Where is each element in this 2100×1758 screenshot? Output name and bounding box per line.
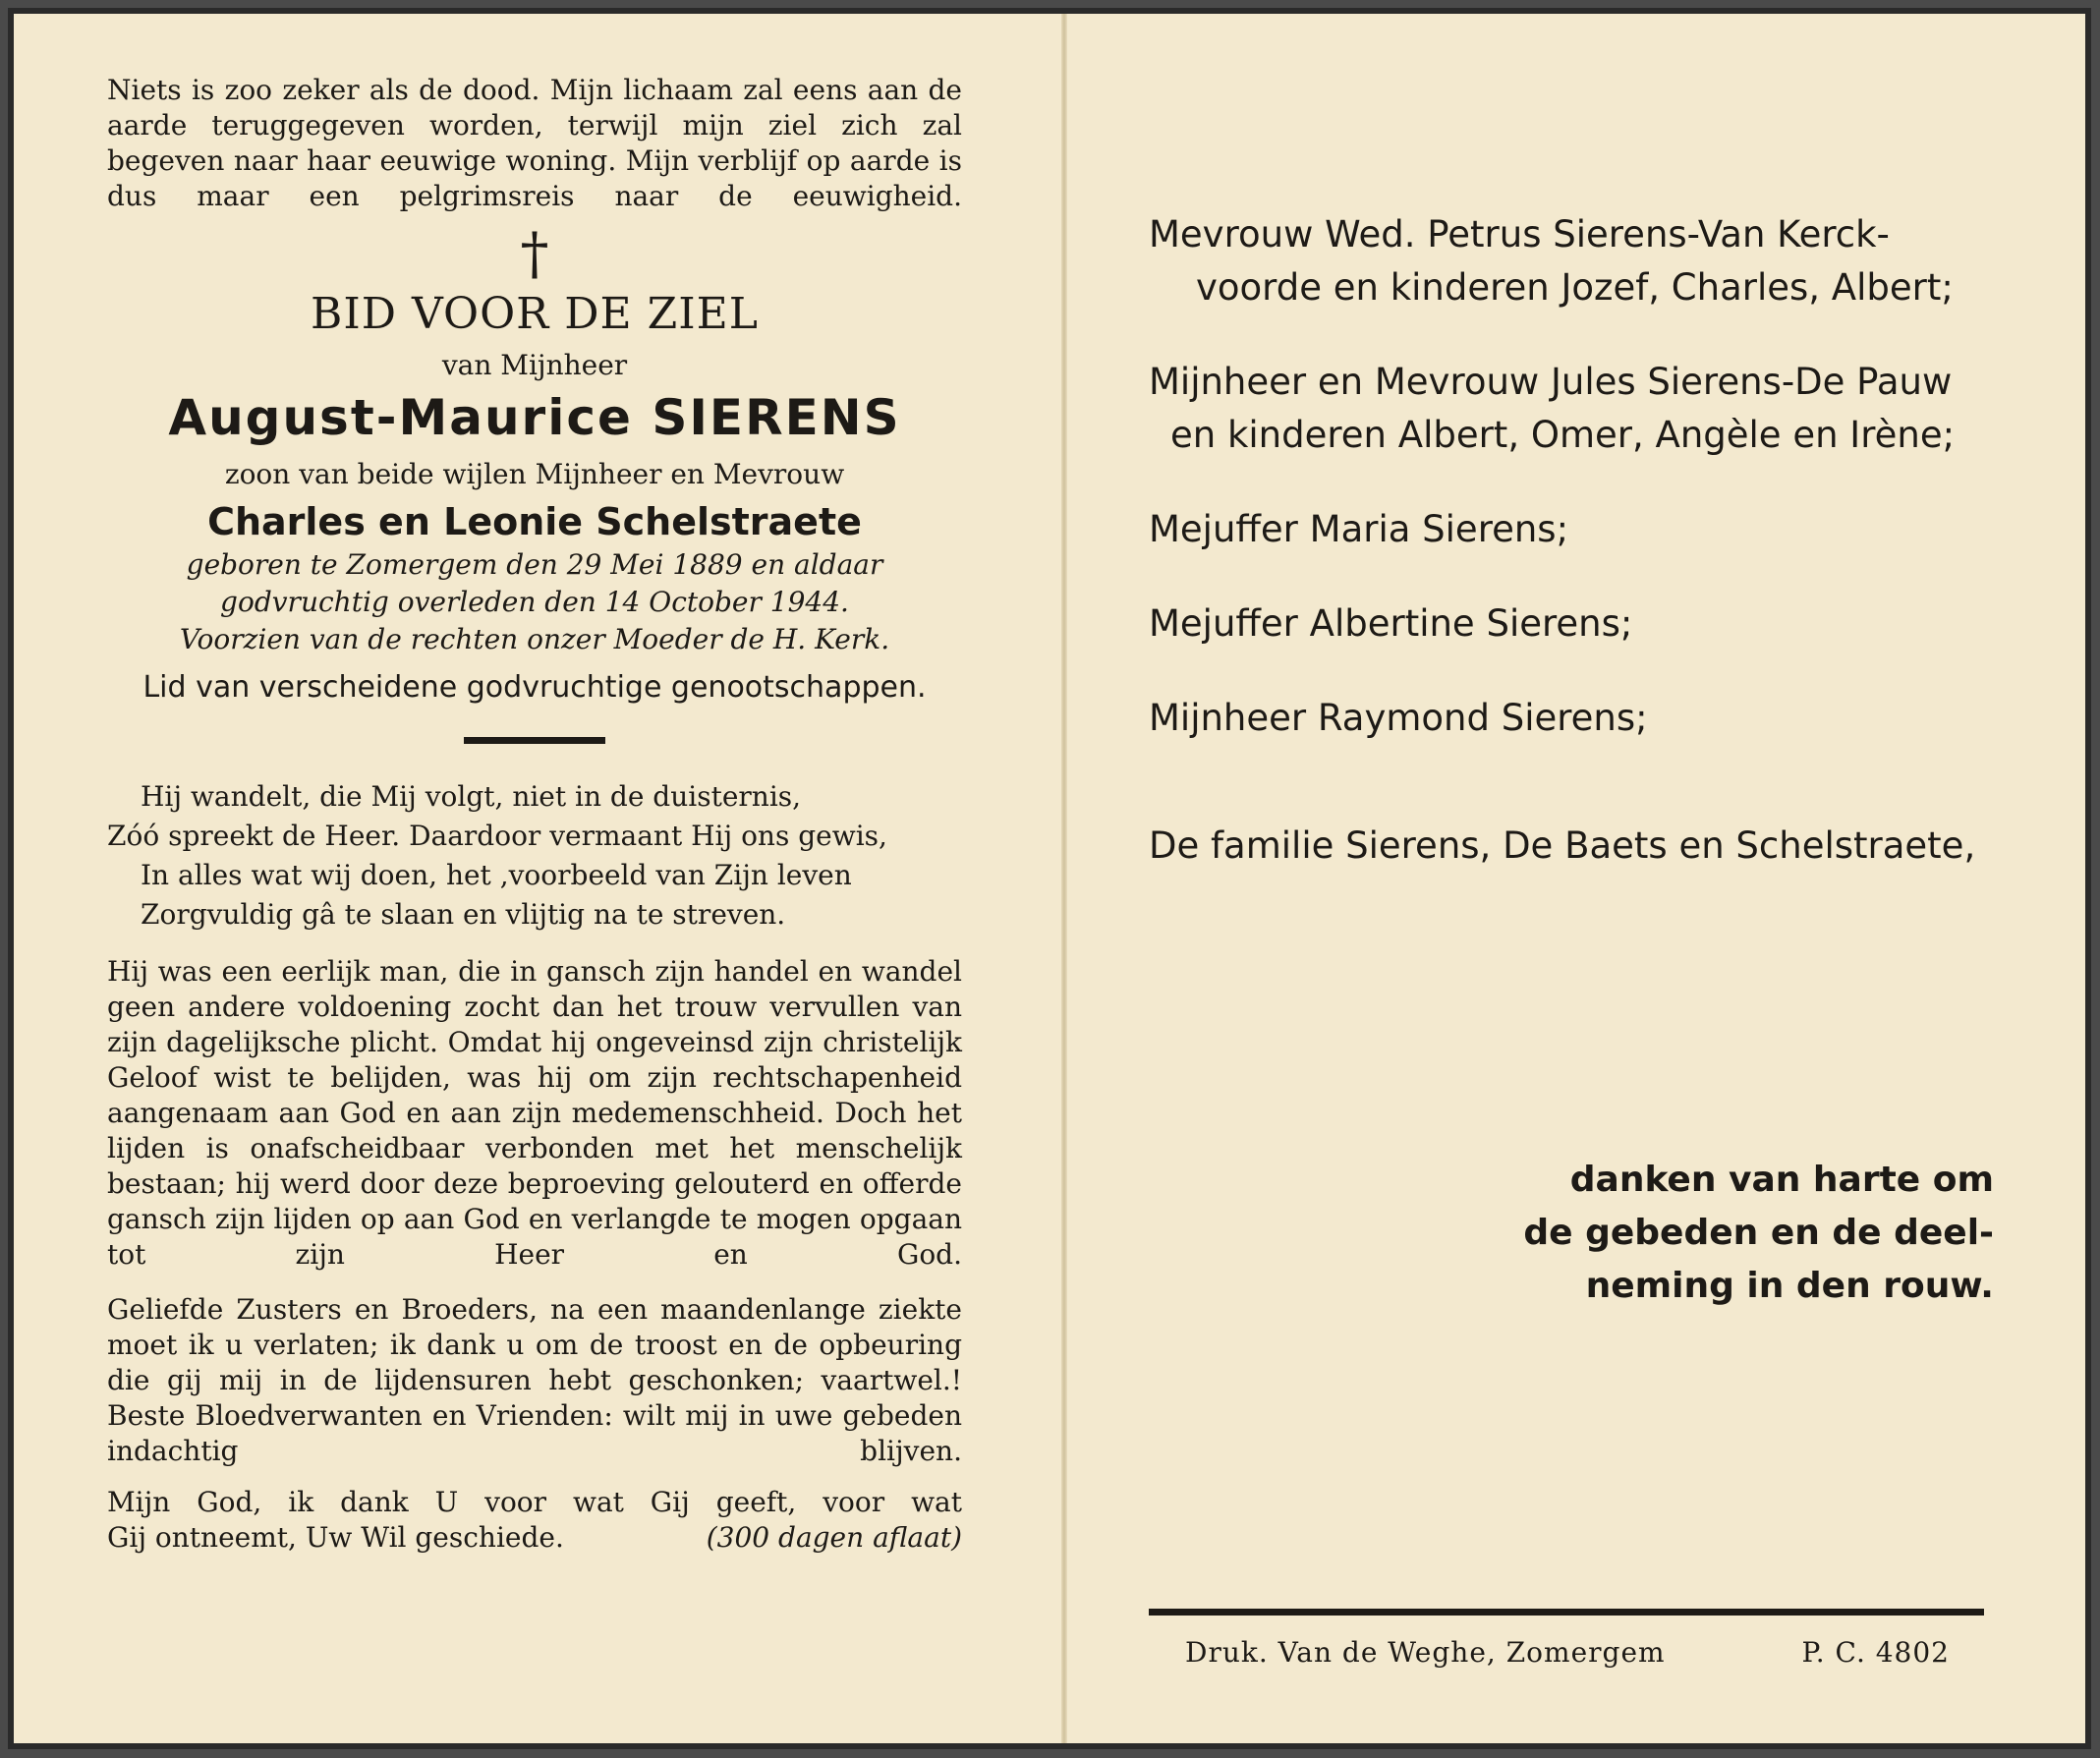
poem <box>107 777 962 935</box>
membership-line: Lid van verscheidene godvruchtige genootschappen. <box>142 670 927 705</box>
thanks-line: neming in den rouw. <box>1585 1266 1994 1306</box>
footer-rule <box>1149 1609 1984 1616</box>
cross-icon: † <box>520 220 549 287</box>
son-of-line: zoon van beide wijlen Mijnheer en Mevrouw <box>224 458 845 490</box>
prayer-line: Mijn God, ik dank U voor wat Gij geeft, voor wat <box>107 1486 962 1518</box>
thanks-block <box>1523 1154 1994 1313</box>
birth-line: geboren te Zomergem den 29 Mei 1889 en aldaar <box>186 548 883 581</box>
poem-line: Zóó spreekt de Heer. Daardoor vermaant Hij ons gewis, <box>107 820 887 852</box>
thanks-line: danken van harte om <box>1569 1160 1994 1200</box>
sacraments-line: Voorzien van de rechten onzer Moeder de H. Kerk. <box>179 623 890 655</box>
family-line: Mijnheer en Mevrouw Jules Sierens-De Pauw <box>1149 361 1953 403</box>
right-panel <box>1149 14 1994 1743</box>
farewell-paragraph: Geliefde Zusters en Broeders, na een maandenlange ziekte moet ik u verlaten; ik dank u om de troost en de opbeuring die gij mij in de lijdensuren hebt geschonken; vaartwel.! Beste Bloedverwanten en Vrienden: wilt mij in uwe gebeden indachtig blijven. <box>107 1293 962 1467</box>
poem-line: Hij wandelt, die Mij volgt, niet in de duisternis, <box>141 780 802 813</box>
family-list <box>1149 208 1975 873</box>
family-line: Mejuffer Albertine Sierens; <box>1149 602 1633 645</box>
family-line: Mejuffer Maria Sierens; <box>1149 508 1569 550</box>
poem-line: Zorgvuldig gâ te slaan en vlijtig na te streven. <box>141 898 786 931</box>
poem-line: In alles wat wij doen, het ,voorbeeld van Zijn leven <box>141 859 852 891</box>
closing-line <box>107 1520 962 1556</box>
memorial-card <box>8 8 2091 1749</box>
card-fold <box>1061 14 1067 1743</box>
parents-names: Charles en Leonie Schelstraete <box>207 500 862 543</box>
left-panel <box>107 73 962 1556</box>
deceased-name: August-Maurice SIERENS <box>168 389 901 446</box>
pc-number: P. C. 4802 <box>1801 1636 1950 1669</box>
printer-name: Druk. Van de Weghe, Zomergem <box>1185 1636 1666 1669</box>
death-line: godvruchtig overleden den 14 October 1944. <box>220 586 849 618</box>
indulgence-text: (300 dagen aflaat) <box>706 1521 962 1554</box>
thanks-line: de gebeden en de deel- <box>1523 1213 1994 1253</box>
family-line: De familie Sierens, De Baets en Schelstraete, <box>1149 824 1976 867</box>
family-line: voorde en kinderen Jozef, Charles, Albert; <box>1196 266 1954 309</box>
family-line: Mijnheer Raymond Sierens; <box>1149 697 1648 739</box>
printer-line <box>1185 1633 1950 1673</box>
divider <box>464 737 605 744</box>
family-line: Mevrouw Wed. Petrus Sierens-Van Kerck- <box>1149 213 1890 255</box>
intro-text: Niets is zoo zeker als de dood. Mijn lichaam zal eens aan de aarde teruggegeven worden, terwijl mijn ziel zich zal begeven naar haar eeuwige woning. Mijn verblijf op aarde is dus maar een pelgrimsreis naar de eeuwigheid. <box>107 74 962 212</box>
family-line: en kinderen Albert, Omer, Angèle en Irène; <box>1170 414 1956 456</box>
closing-text: Gij ontneemt, Uw Wil geschiede. <box>107 1521 564 1554</box>
character-paragraph: Hij was een eerlijk man, die in gansch zijn handel en wandel geen andere voldoening zocht dan het trouw vervullen van zijn dagelijksche plicht. Omdat hij ongeveinsd zijn christelijk Geloof wist te belijden, was hij om zijn rechtschapenheid aangenaam aan God en aan zijn medemenschheid. Doch het lijden is onafscheidbaar verbonden met het menschelijk bestaan; hij werd door deze beproeving gelouterd en offerde gansch zijn lijden op aan God en verlangde te mogen opgaan tot zijn Heer en God. <box>107 955 962 1271</box>
prayer-heading: BID VOOR DE ZIEL <box>311 289 759 339</box>
title-mijnheer: van Mijnheer <box>441 349 628 381</box>
